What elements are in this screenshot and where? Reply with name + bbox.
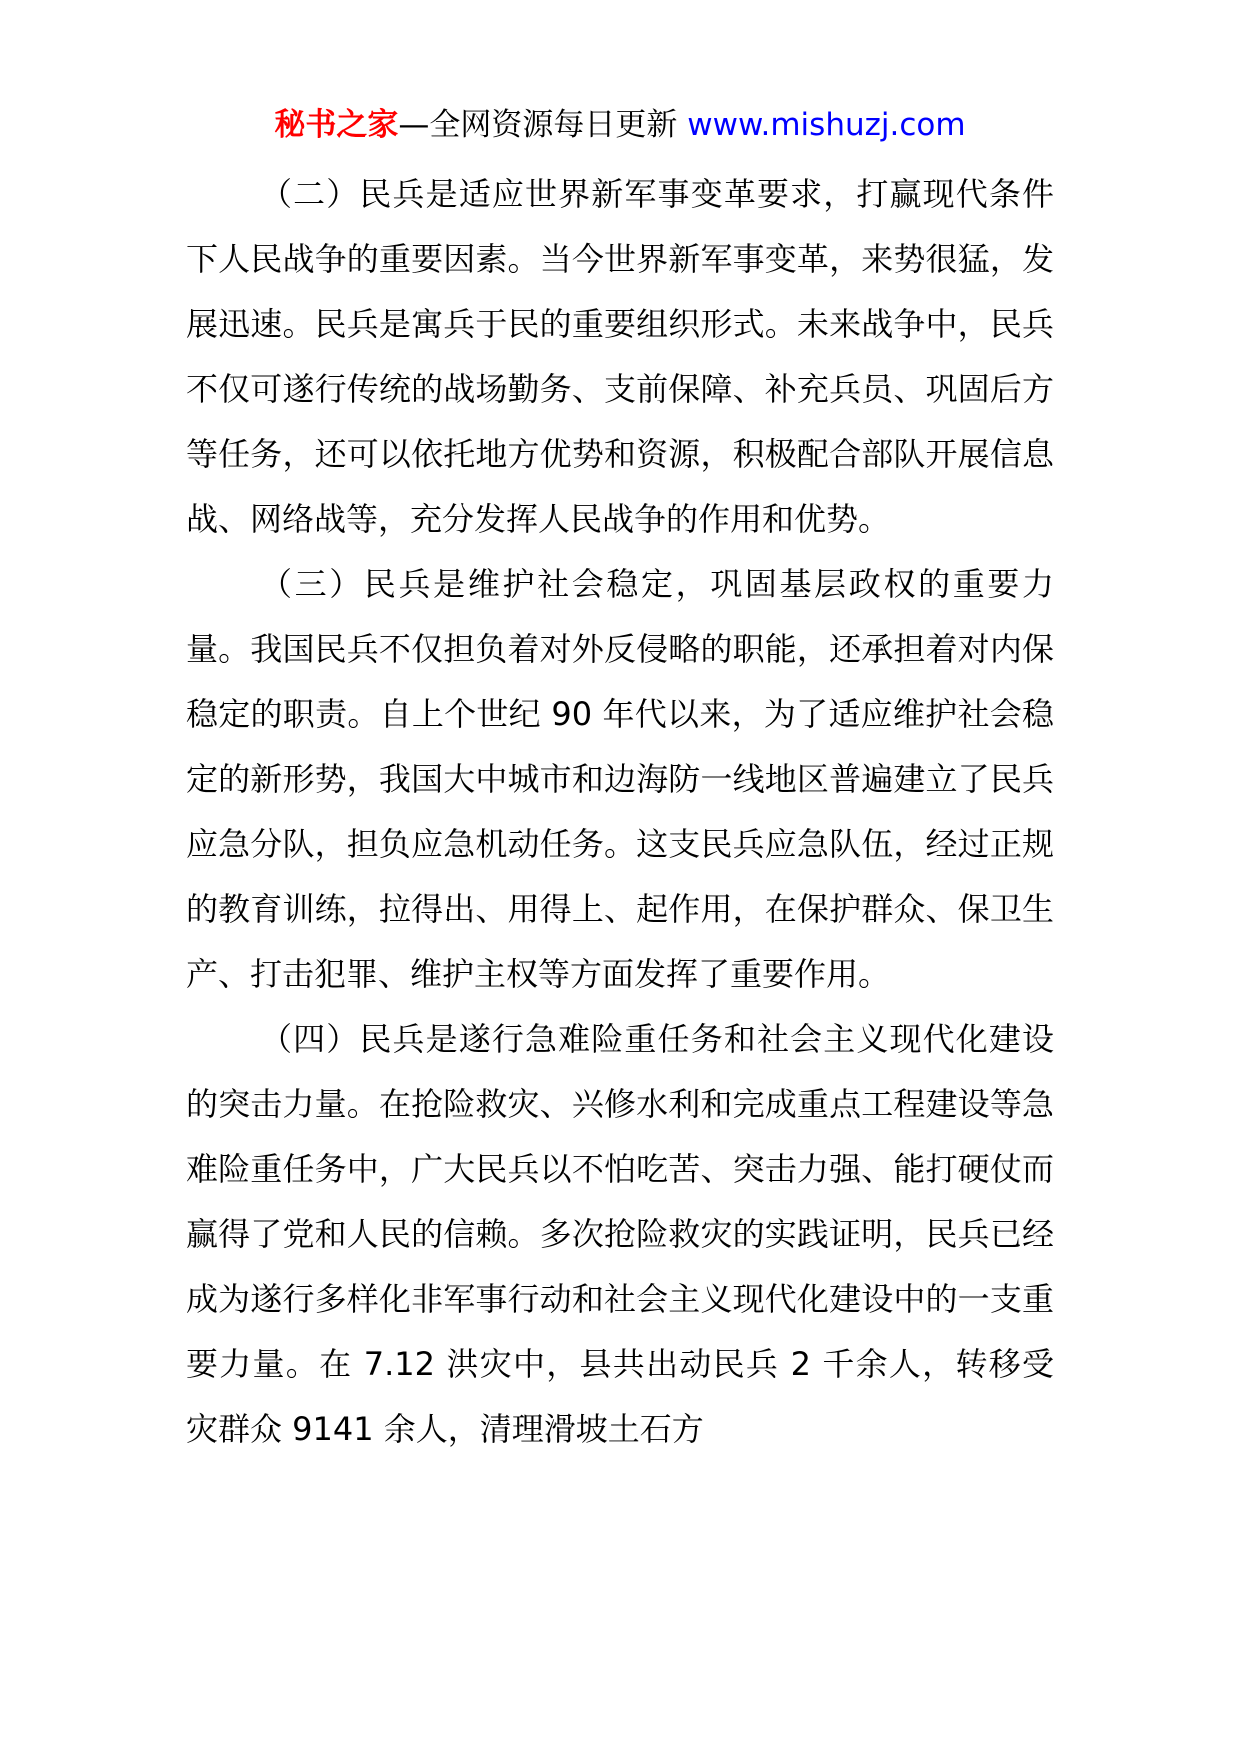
paragraph-3: （三）民兵是维护社会稳定，巩固基层政权的重要力量。我国民兵不仅担负着对外反侵略的职能，还承担着对内保稳定的职责。自上个世纪 90 年代以来，为了适应维护社会稳定的新形势，我国大中城市和边海防一线地区普遍建立了民兵应急分队，担负应急机动任务。这支民兵应急队伍，经过正规的教育训练，拉得出、用得上、起作用，在保护群众、保卫生产、打击犯罪、维护主权等方面发挥了重要作用。 (186, 565, 1054, 993)
header-site-url[interactable]: www.mishuzj.com (687, 107, 966, 143)
document-body (186, 162, 1054, 1462)
paragraph-4: （四）民兵是遂行急难险重任务和社会主义现代化建设的突击力量。在抢险救灾、兴修水利和完成重点工程建设等急难险重任务中，广大民兵以不怕吃苦、突击力强、能打硬仗而赢得了党和人民的信赖。多次抢险救灾的实践证明，民兵已经成为遂行多样化非军事行动和社会主义现代化建设中的一支重要力量。在 7.12 洪灾中，县共出动民兵 2 千余人，转移受灾群众 9141 余人，清理滑坡土石方 (186, 1020, 1054, 1448)
header-tagline: —全网资源每日更新 (398, 107, 688, 143)
paragraph-2: （二）民兵是适应世界新军事变革要求，打赢现代条件下人民战争的重要因素。当今世界新军事变革，来势很猛，发展迅速。民兵是寓兵于民的重要组织形式。未来战争中，民兵不仅可遂行传统的战场勤务、支前保障、补充兵员、巩固后方等任务，还可以依托地方优势和资源，积极配合部队开展信息战、网络战等，充分发挥人民战争的作用和优势。 (186, 175, 1054, 538)
page-header (0, 100, 1240, 150)
header-brand: 秘书之家 (274, 107, 399, 143)
